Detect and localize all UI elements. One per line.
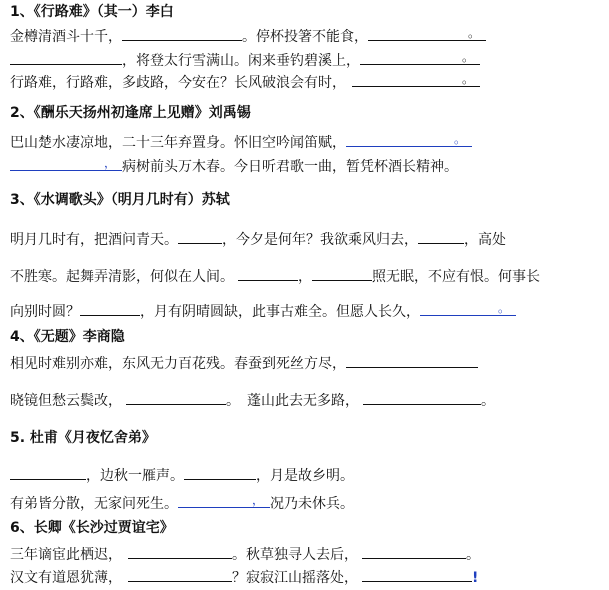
section-1-line-3: [10, 71, 480, 93]
poem-text: 不胜寒。起舞弄清影，何似在人间。: [10, 269, 234, 285]
answer-blank[interactable]: [10, 49, 122, 65]
section-2-title: 2、《酬乐天扬州初逢席上见赠》刘禹锡: [10, 105, 251, 121]
poem-text: ，: [464, 232, 478, 248]
poem-text: ，: [298, 269, 312, 285]
answer-blank[interactable]: [126, 389, 226, 405]
poem-text: 晓镜但愁云鬓改，: [10, 393, 122, 409]
poem-text: 三年谪宦此栖迟，: [10, 547, 122, 563]
section-4-line-2: [10, 389, 495, 411]
answer-blank[interactable]: [418, 228, 464, 244]
answer-blank[interactable]: [362, 543, 466, 559]
section-6-line-2: [10, 566, 478, 588]
poem-text: 相见时难别亦难，东风无力百花残。春蚕到死丝方尽，: [10, 356, 346, 372]
answer-blank[interactable]: [346, 131, 472, 147]
period-mark: 。: [467, 26, 480, 40]
period-mark: 。: [453, 132, 466, 146]
poem-text: 。: [466, 547, 480, 563]
period-mark: 。: [461, 72, 474, 86]
section-6-line-1: [10, 543, 480, 565]
exclaim-mark: !: [472, 570, 479, 586]
poem-text: 巴山楚水凄凉地，二十三年弃置身。怀旧空吟闻笛赋，: [10, 135, 346, 151]
answer-blank[interactable]: [10, 464, 86, 480]
section-5-line-1: [10, 464, 354, 486]
answer-blank[interactable]: [346, 352, 478, 368]
poem-text: 况乃未休兵。: [270, 496, 354, 512]
answer-blank[interactable]: [184, 464, 256, 480]
answer-blank[interactable]: [363, 389, 481, 405]
poem-text: 金樽清酒斗十千，: [10, 29, 122, 45]
poem-text: 照无眠，不应有恨。何事长: [372, 269, 540, 285]
answer-blank[interactable]: [352, 71, 480, 87]
poem-text: ，月有阴晴圆缺，此事古难全。但愿人长久，: [140, 304, 420, 320]
section-4-line-1: [10, 352, 478, 374]
answer-blank[interactable]: [360, 49, 480, 65]
answer-blank[interactable]: [178, 228, 222, 244]
poem-text: 。: [481, 393, 495, 409]
section-3-line-3: [10, 300, 516, 322]
answer-blank[interactable]: [122, 25, 242, 41]
section-3-line-2: [10, 265, 540, 287]
poem-text: 明月几时有，把酒问青天。: [10, 232, 178, 248]
poem-text: ，将登太行雪满山。闲来垂钓碧溪上，: [122, 53, 360, 69]
period-mark: 。: [497, 301, 510, 315]
answer-blank[interactable]: [362, 566, 472, 582]
section-3-line-1: [10, 228, 506, 250]
section-1-line-1: [10, 25, 486, 47]
poem-text: 高处: [478, 232, 506, 248]
poem-text: 。停杯投箸不能食，: [242, 29, 368, 45]
poem-text: 病树前头万木春。今日听君歌一曲，暂凭杯酒长精神。: [122, 159, 458, 175]
comma-mark: ，: [251, 493, 264, 507]
poem-text: 。 蓬山此去无多路，: [226, 393, 359, 409]
answer-blank[interactable]: [420, 300, 516, 316]
answer-blank[interactable]: [10, 155, 122, 171]
answer-blank[interactable]: [128, 543, 232, 559]
answer-blank[interactable]: [368, 25, 486, 41]
poem-text: ，月是故乡明。: [256, 468, 354, 484]
section-1-line-2: [10, 49, 480, 71]
section-5-title: 5. 杜甫《月夜忆舍弟》: [10, 430, 156, 446]
comma-mark: ，: [103, 156, 116, 170]
section-1-title: 1、《行路难》（其一）李白: [10, 4, 174, 20]
section-4-title: 4、《无题》李商隐: [10, 329, 125, 345]
section-6-title: 6、长卿《长沙过贾谊宅》: [10, 520, 174, 536]
section-2-line-2: [10, 155, 458, 177]
answer-blank[interactable]: [238, 265, 298, 281]
answer-blank[interactable]: [80, 300, 140, 316]
answer-blank[interactable]: [128, 566, 232, 582]
poem-text: 行路难，行路难，多歧路，今安在？长风破浪会有时，: [10, 75, 346, 91]
poem-text: 汉文有道恩犹薄，: [10, 570, 122, 586]
answer-blank[interactable]: [178, 492, 270, 508]
section-2-line-1: [10, 131, 472, 153]
poem-text: ，边秋一雁声。: [86, 468, 184, 484]
poem-text: ？寂寂江山摇落处，: [232, 570, 358, 586]
answer-blank[interactable]: [312, 265, 372, 281]
poem-text: 有弟皆分散，无家问死生。: [10, 496, 178, 512]
period-mark: 。: [461, 50, 474, 64]
poem-text: ，今夕是何年？我欲乘风归去，: [222, 232, 418, 248]
section-5-line-2: [10, 492, 354, 514]
poem-text: 。秋草独寻人去后，: [232, 547, 358, 563]
section-3-title: 3、《水调歌头》（明月几时有）苏轼: [10, 192, 230, 208]
poem-text: 向别时圆？: [10, 304, 80, 320]
